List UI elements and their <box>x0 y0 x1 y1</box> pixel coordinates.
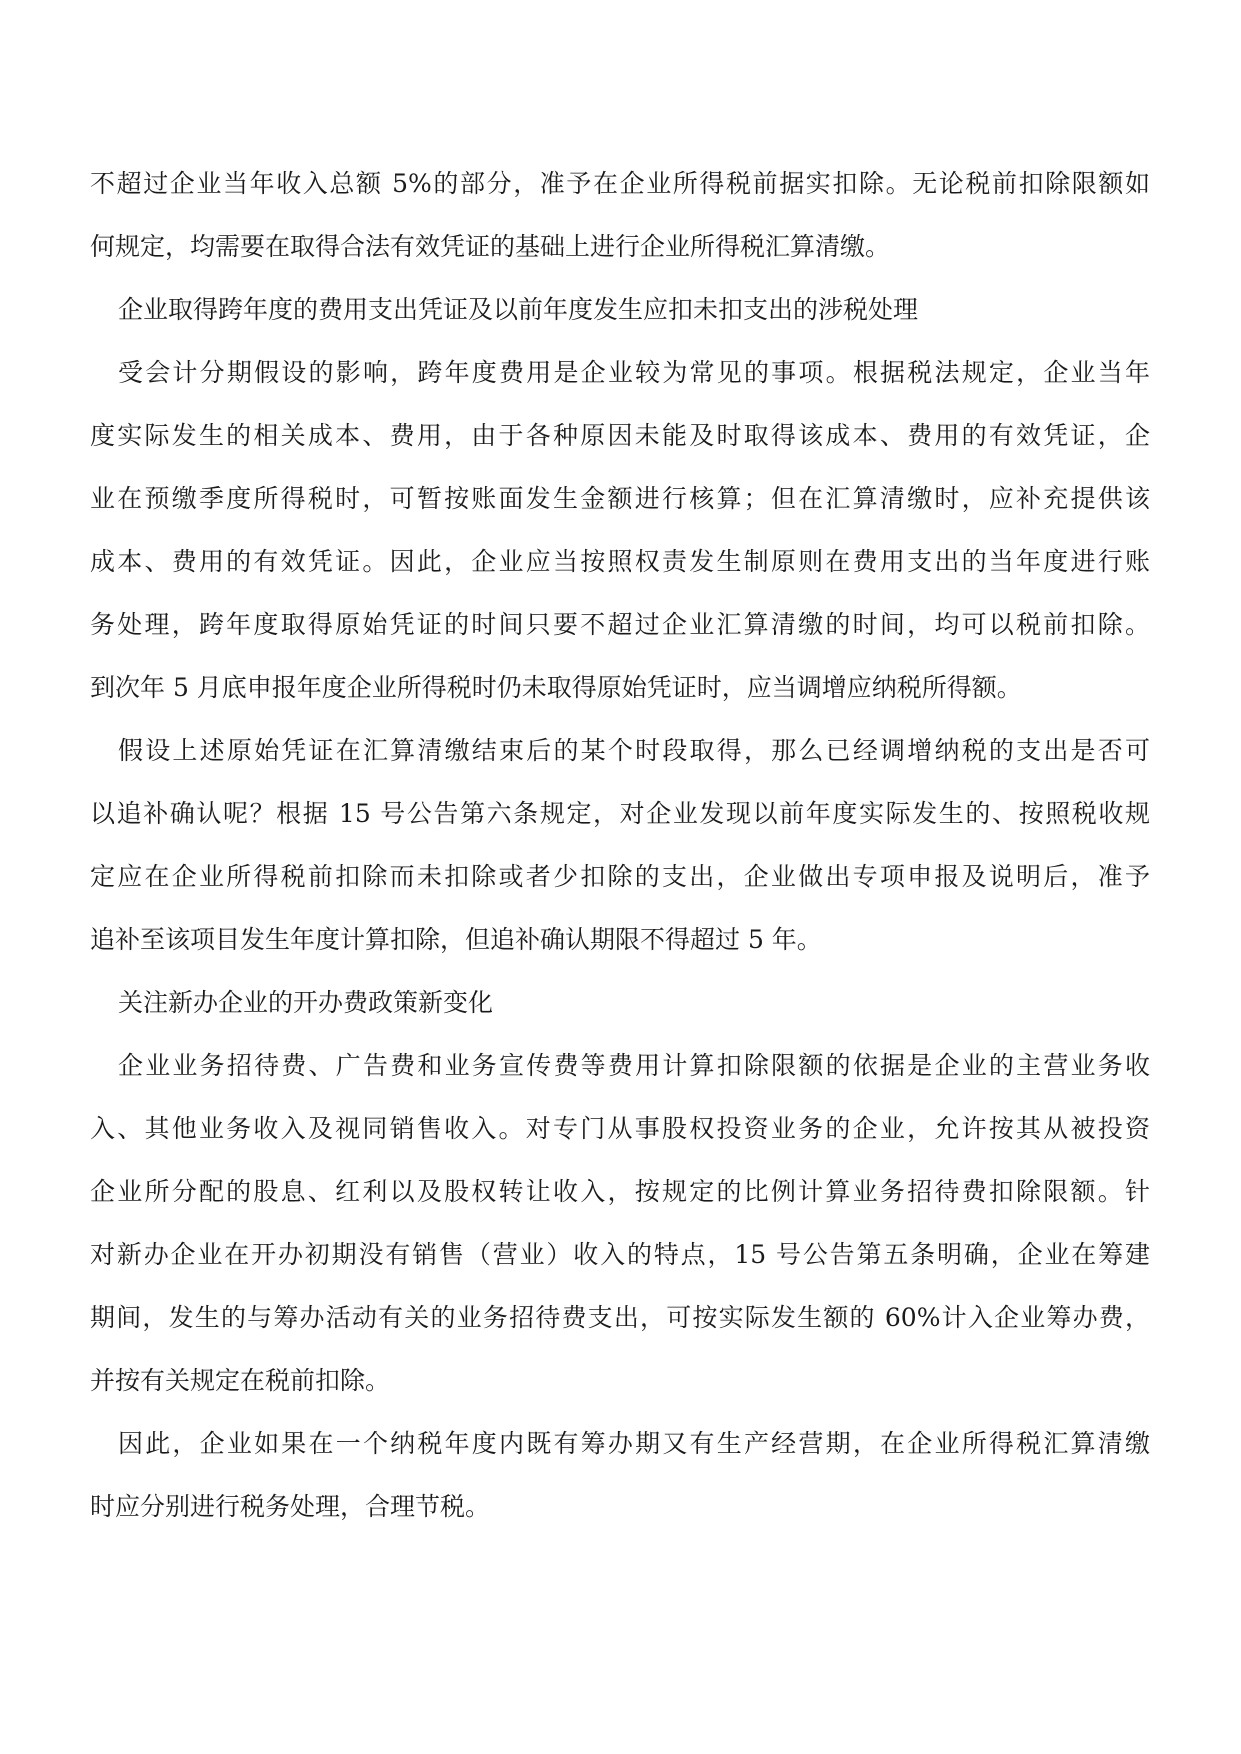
section-heading-2 <box>90 971 1150 1034</box>
text-line: 假设上述原始凭证在汇算清缴结束后的某个时段取得，那么已经调增纳税的支出是否可 <box>118 736 1150 765</box>
text-line: 企业所分配的股息、红利以及股权转让收入，按规定的比例计算业务招待费扣除限额。针 <box>90 1177 1150 1206</box>
text-line: 受会计分期假设的影响，跨年度费用是企业较为常见的事项。根据税法规定，企业当年 <box>118 358 1150 387</box>
paragraph-2 <box>90 341 1150 719</box>
text-line: 业在预缴季度所得税时，可暂按账面发生金额进行核算；但在汇算清缴时，应补充提供该 <box>90 484 1150 513</box>
text-line: 追补至该项目发生年度计算扣除，但追补确认期限不得超过 5 年。 <box>90 925 822 954</box>
text-line: 对新办企业在开办初期没有销售（营业）收入的特点，15 号公告第五条明确，企业在筹建 <box>90 1240 1150 1269</box>
heading-line: 企业取得跨年度的费用支出凭证及以前年度发生应扣未扣支出的涉税处理 <box>118 295 919 324</box>
text-line: 成本、费用的有效凭证。因此，企业应当按照权责发生制原则在费用支出的当年度进行账 <box>90 547 1150 576</box>
document-body <box>90 152 1150 1538</box>
text-line: 期间，发生的与筹办活动有关的业务招待费支出，可按实际发生额的 60%计入企业筹办费， <box>90 1303 1150 1332</box>
section-heading-1 <box>90 278 1150 341</box>
text-line: 并按有关规定在税前扣除。 <box>90 1366 391 1395</box>
text-line: 度实际发生的相关成本、费用，由于各种原因未能及时取得该成本、费用的有效凭证，企 <box>90 421 1150 450</box>
text-line: 时应分别进行税务处理，合理节税。 <box>90 1492 491 1521</box>
paragraph-1 <box>90 152 1150 278</box>
text-line: 不超过企业当年收入总额 5%的部分，准予在企业所得税前据实扣除。无论税前扣除限额如 <box>90 169 1150 198</box>
paragraph-4 <box>90 1034 1150 1412</box>
text-line: 企业业务招待费、广告费和业务宣传费等费用计算扣除限额的依据是企业的主营业务收 <box>118 1051 1150 1080</box>
text-line: 务处理，跨年度取得原始凭证的时间只要不超过企业汇算清缴的时间，均可以税前扣除。 <box>90 610 1150 639</box>
paragraph-5 <box>90 1412 1150 1538</box>
paragraph-3 <box>90 719 1150 971</box>
text-line: 因此，企业如果在一个纳税年度内既有筹办期又有生产经营期，在企业所得税汇算清缴 <box>118 1429 1150 1458</box>
text-line: 以追补确认呢？根据 15 号公告第六条规定，对企业发现以前年度实际发生的、按照税收规 <box>90 799 1150 828</box>
text-line: 入、其他业务收入及视同销售收入。对专门从事股权投资业务的企业，允许按其从被投资 <box>90 1114 1150 1143</box>
text-line: 何规定，均需要在取得合法有效凭证的基础上进行企业所得税汇算清缴。 <box>90 232 891 261</box>
heading-line: 关注新办企业的开办费政策新变化 <box>118 988 494 1017</box>
text-line: 到次年 5 月底申报年度企业所得税时仍未取得原始凭证时，应当调增应纳税所得额。 <box>90 673 1022 702</box>
text-line: 定应在企业所得税前扣除而未扣除或者少扣除的支出，企业做出专项申报及说明后，准予 <box>90 862 1150 891</box>
